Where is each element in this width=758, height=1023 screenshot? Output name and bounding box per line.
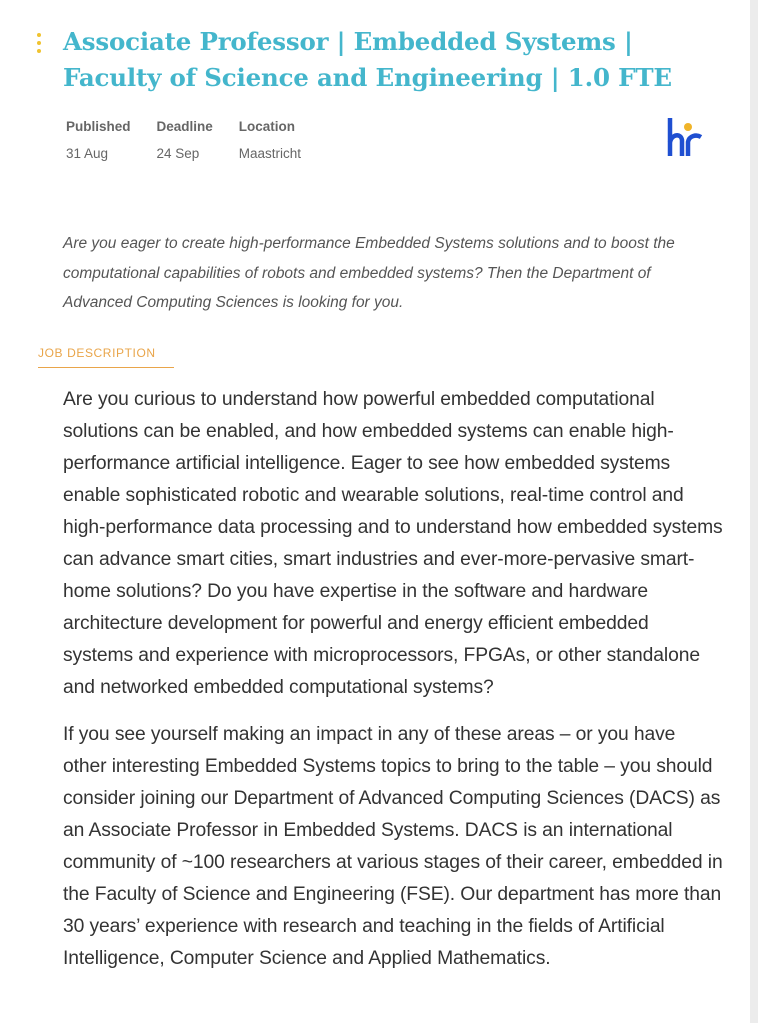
published-value: 31 Aug — [66, 146, 109, 161]
published-label: Published — [66, 119, 131, 134]
location-info — [239, 118, 301, 163]
menu-dot — [37, 41, 41, 45]
description-paragraph: If you see yourself making an impact in any of these areas – or you have other interesting Embedded Systems topics to bring to the table – you should consider joining our Department of Advanced Computing Sciences (DACS) as an Associate Professor in Embedded Systems. DACS is an international community of ~100 researchers at various stages of their career, embedded in the Faculty of Science and Engineering (FSE). Our department has more than 30 years’ experience with research and teaching in the fields of Artificial Intelligence, Computer Science and Applied Mathematics. — [63, 724, 723, 969]
job-meta — [66, 118, 327, 163]
deadline-value: 24 Sep — [156, 146, 200, 161]
scrollbar-track[interactable] — [750, 0, 758, 1023]
published-info — [66, 118, 131, 163]
job-title: Associate Professor | Embedded Systems | Faculty of Science and Engineering | 1.0 FTE — [63, 27, 672, 92]
menu-dot — [37, 33, 41, 37]
location-label: Location — [238, 119, 296, 134]
intro-text: Are you eager to create high-performance Embedded Systems solutions and to boost the computational capabilities of robots and embedded systems? Then the Department of Advanced Computing Sciences is looking for you. — [63, 235, 675, 311]
job-description-heading: JOB DESCRIPTION — [38, 343, 174, 368]
location-value: Maastricht — [238, 146, 302, 161]
menu-dot — [37, 49, 41, 53]
deadline-label: Deadline — [156, 119, 213, 134]
description-paragraph: Are you curious to understand how powerful embedded computational solutions can be enabled, and how embedded systems can enable high-performance artificial intelligence. Eager to see how embedded systems enable sophisticated robotic and wearable solutions, real-time control and high-performance data processing and to understand how embedded systems can advance smart cities, smart industries and ever-more-pervasive smart-home solutions? Do you have expertise in the software and hardware architecture development for powerful and energy efficient embedded systems and experience with microprocessors, FPGAs, or other standalone and networked embedded computational systems? — [63, 389, 723, 698]
hr-excellence-logo — [667, 116, 703, 158]
more-options-icon[interactable] — [36, 33, 42, 53]
deadline-info — [157, 118, 213, 163]
